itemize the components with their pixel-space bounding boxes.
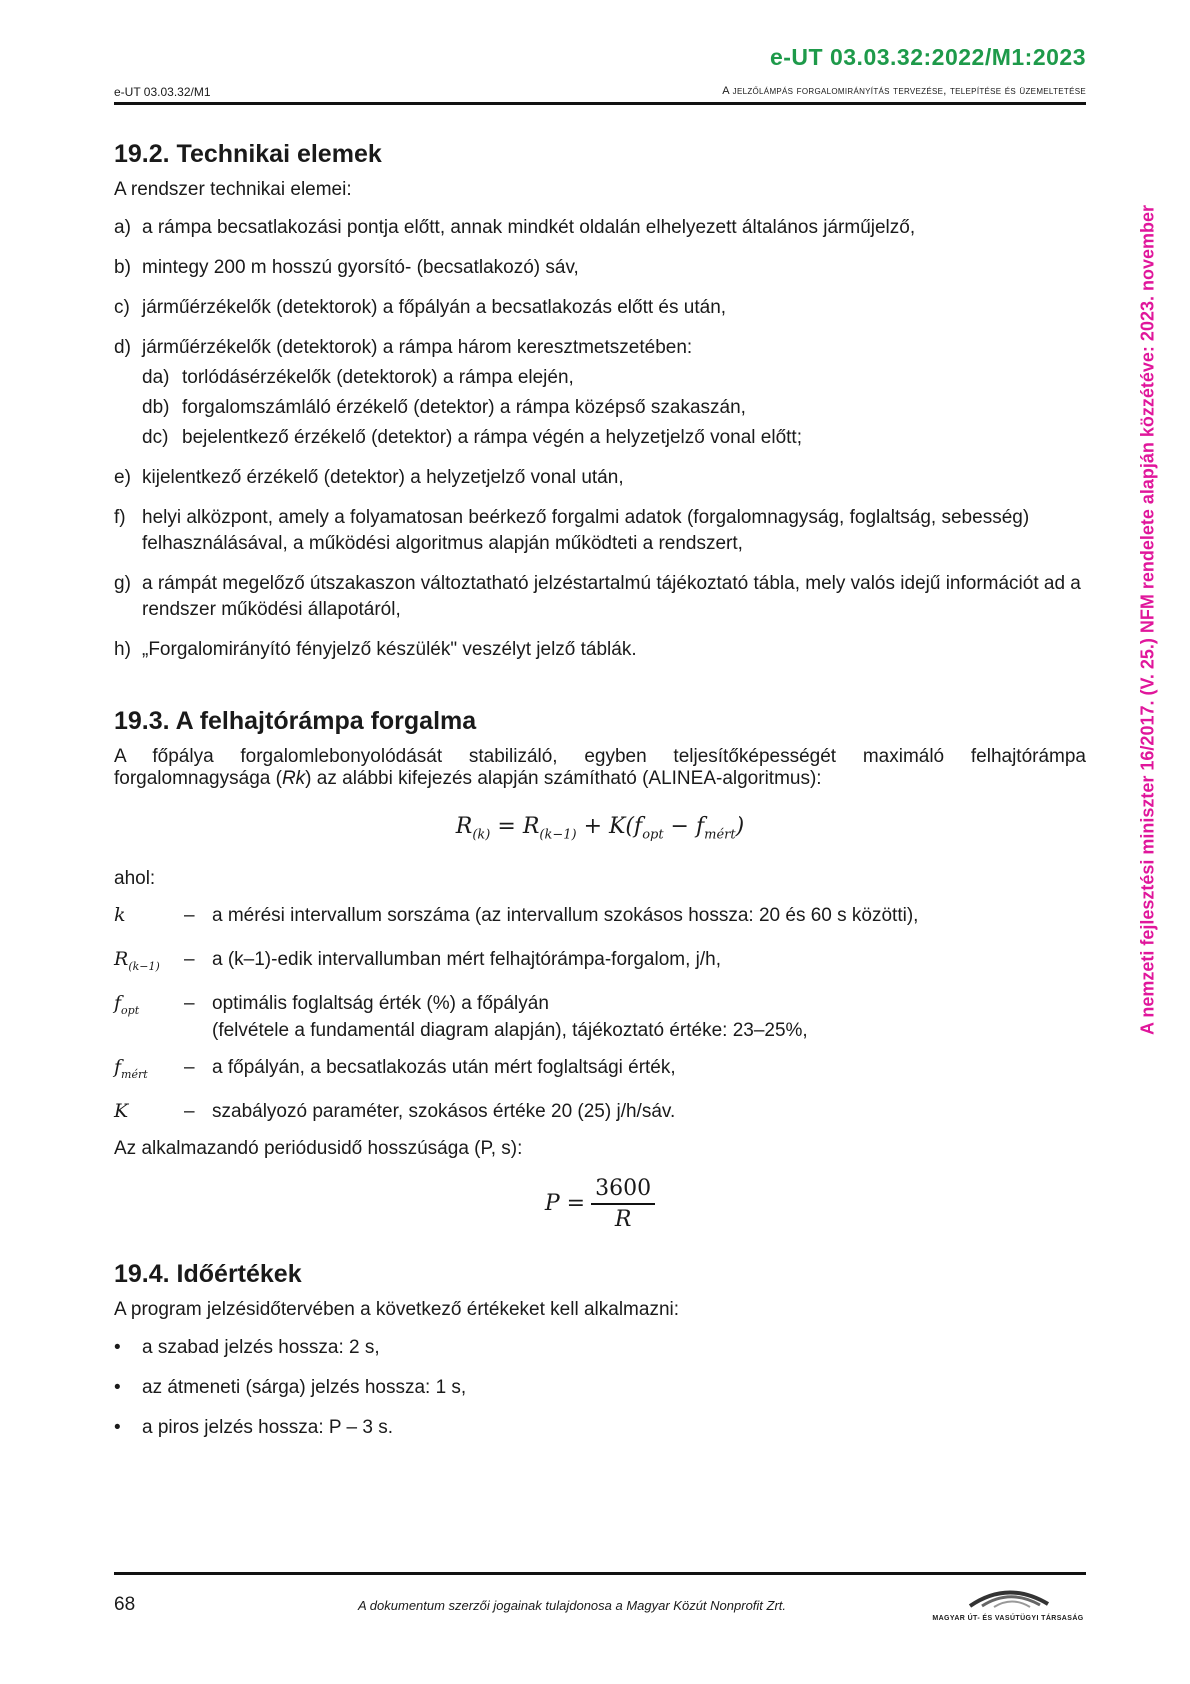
publication-note: A nemzeti fejlesztési miniszter 16/2017. (V. 25.) NFM rendelete alapján közzétéve: 2023. november — [1137, 204, 1158, 1036]
section-title: 19.4. Időértékek — [114, 1259, 302, 1288]
formula-sub: (k) — [472, 827, 491, 843]
formula-part: f — [695, 814, 705, 839]
bullet-text: a piros jelzés hossza: P – 3 s. — [142, 1416, 393, 1438]
intro-text: ) az alábbi kifejezés alapján számítható (ALINEA-algoritmus): — [305, 768, 822, 789]
bullet-icon: • — [114, 1336, 121, 1358]
bullet-icon: • — [114, 1416, 121, 1438]
definition-row — [114, 1054, 1086, 1088]
sub-list-item — [142, 365, 1086, 391]
def-dash: – — [184, 1100, 195, 1122]
def-symbol — [114, 902, 184, 936]
list-text: kijelentkező érzékelő (detektor) a helyzetjelző vonal után, — [142, 467, 624, 488]
logo-text: MAGYAR ÚT- ÉS VASÚTÜGYI TÁRSASÁG — [932, 1615, 1084, 1622]
section-intro: A rendszer technikai elemei: — [114, 179, 352, 200]
symbol-sub: (k−1) — [128, 959, 160, 973]
def-dash: – — [184, 905, 195, 927]
def-symbol — [114, 990, 184, 1044]
def-line: a mérési intervallum sorszáma (az intervallum szokásos hossza: 20 és 60 s közötti), — [212, 905, 919, 927]
definition-row — [114, 990, 1086, 1044]
logo-arc-icon — [930, 1578, 1086, 1610]
formula-part: − — [663, 814, 696, 839]
period-text: Az alkalmazandó periódusidő hosszúsága (P, s): — [114, 1137, 523, 1159]
page-number: 68 — [114, 1594, 136, 1615]
header-right-text: A jelzőlámpás forgalomirányítás tervezése, telepítése és üzemeltetése — [722, 85, 1086, 97]
list-label: da) — [142, 367, 170, 388]
symbol-sub: mért — [121, 1067, 148, 1081]
formula-part: + K( — [576, 814, 635, 839]
bullet-item — [114, 1415, 1086, 1441]
sub-list-item — [142, 395, 1086, 421]
technical-elements-list — [114, 215, 1086, 663]
sub-list — [142, 365, 1086, 451]
symbol-text: f — [114, 991, 122, 1014]
formula-part: ) — [735, 814, 745, 839]
fraction-numerator: 3600 — [591, 1176, 655, 1205]
def-text — [212, 902, 918, 936]
list-text: bejelentkező érzékelő (detektor) a rámpa végén a helyzetjelző vonal előtt; — [182, 427, 802, 448]
list-item — [114, 505, 1086, 557]
sub-list-item — [142, 425, 1086, 451]
list-item — [114, 215, 1086, 241]
formula-part: R — [522, 814, 540, 839]
list-item — [114, 335, 1086, 361]
list-text: a rámpát megelőző útszakaszon változtatható jelzéstartalmú tájékoztató tábla, mely valós idejű információt ad a rendszer működési állapotáról, — [142, 573, 1081, 620]
list-item — [114, 637, 1086, 663]
section-19-2 — [114, 140, 1086, 663]
list-text: járműérzékelők (detektorok) a főpályán a becsatlakozás előtt és után, — [142, 297, 727, 318]
list-label: db) — [142, 397, 170, 418]
list-item — [114, 465, 1086, 491]
list-text: torlódásérzékelők (detektorok) a rámpa elején, — [182, 367, 574, 388]
list-text: mintegy 200 m hosszú gyorsító- (becsatlakozó) sáv, — [142, 257, 579, 278]
time-values-list — [114, 1335, 1086, 1441]
definition-list — [114, 902, 1086, 1131]
formula-sub: (k−1) — [539, 827, 577, 843]
list-item — [114, 571, 1086, 623]
symbol-text: R — [114, 948, 129, 971]
def-line: (felvétele a fundamentál diagram alapján), tájékoztató értéke: 23–25%, — [212, 1019, 808, 1041]
def-line: a főpályán, a becsatlakozás után mért foglaltsági érték, — [212, 1056, 676, 1078]
list-label: d) — [114, 337, 131, 358]
def-line: szabályozó paraméter, szokásos értéke 20 (25) j/h/sáv. — [212, 1100, 676, 1122]
fraction-denominator: R — [614, 1206, 632, 1232]
list-text: forgalomszámláló érzékelő (detektor) a rámpa középső szakaszán, — [182, 397, 746, 418]
fraction — [591, 1176, 655, 1232]
header-left-text: e-UT 03.03.32/M1 — [114, 85, 211, 99]
section-19-3 — [114, 707, 1086, 1232]
symbol-text: k — [114, 904, 126, 927]
def-dash: – — [184, 949, 195, 971]
list-label: c) — [114, 297, 130, 318]
def-symbol — [114, 1098, 184, 1132]
def-dash: – — [184, 1056, 195, 1078]
list-label: h) — [114, 639, 131, 660]
bullet-item — [114, 1375, 1086, 1401]
fraction-lhs: P = — [544, 1191, 586, 1217]
bullet-item — [114, 1335, 1086, 1361]
list-label: b) — [114, 257, 131, 278]
bullet-text: az átmeneti (sárga) jelzés hossza: 1 s, — [142, 1376, 467, 1398]
formula-part: R — [455, 814, 473, 839]
def-symbol — [114, 1054, 184, 1088]
formula-sub: mért — [704, 827, 736, 843]
page-content — [114, 140, 1086, 1441]
intro-text: A főpálya forgalomlebonyolódását stabilizáló, egyben teljesítőképességét maximáló felhajtórámpa forgalomnagysága ( — [114, 746, 1086, 789]
list-label: dc) — [142, 427, 169, 448]
alinea-formula — [114, 814, 1086, 842]
intro-symbol: Rk — [281, 768, 306, 789]
formula-sub: opt — [642, 827, 664, 843]
company-logo — [930, 1578, 1086, 1624]
definition-row — [114, 902, 1086, 936]
list-text: járműérzékelők (detektorok) a rámpa három keresztmetszetében: — [142, 337, 693, 358]
def-symbol — [114, 946, 184, 980]
running-header — [114, 85, 1086, 103]
formula-part: f — [634, 814, 643, 839]
def-line: optimális foglaltság érték (%) a főpályán — [212, 992, 549, 1014]
list-item — [114, 295, 1086, 321]
definition-row — [114, 1098, 1086, 1132]
list-label: a) — [114, 217, 131, 238]
list-text: „Forgalomirányító fényjelző készülék" veszélyt jelző táblák. — [142, 639, 637, 660]
list-label: e) — [114, 467, 131, 488]
list-text: a rámpa becsatlakozási pontja előtt, annak mindkét oldalán elhelyezett általános járműjelző, — [142, 217, 916, 238]
list-label: g) — [114, 573, 131, 594]
definition-row — [114, 946, 1086, 980]
period-formula — [114, 1176, 1086, 1232]
list-text: helyi alközpont, amely a folyamatosan beérkező forgalmi adatok (forgalomnagyság, foglaltság, sebesség) felhasználásával, a működési algoritmus alapján működteti a rendszert, — [142, 507, 1030, 554]
document-id: e-UT 03.03.32:2022/M1:2023 — [769, 44, 1086, 70]
symbol-text: f — [114, 1055, 122, 1078]
def-line: a (k–1)-edik intervallumban mért felhajtórámpa-forgalom, j/h, — [212, 949, 721, 971]
symbol-sub: opt — [121, 1003, 140, 1017]
def-text — [212, 1054, 676, 1088]
where-label: ahol: — [114, 868, 156, 890]
def-dash: – — [184, 992, 195, 1014]
def-text — [212, 990, 808, 1044]
def-text — [212, 946, 721, 980]
section-19-4 — [114, 1260, 1086, 1441]
bullet-text: a szabad jelzés hossza: 2 s, — [142, 1336, 380, 1358]
section-intro: A program jelzésidőtervében a következő értékeket kell alkalmazni: — [114, 1298, 680, 1320]
list-item — [114, 255, 1086, 281]
copyright-notice: A dokumentum szerzői jogainak tulajdonosa a Magyar Közút Nonprofit Zrt. — [358, 1598, 787, 1613]
header-rule — [114, 102, 1086, 105]
formula-part: = — [490, 814, 523, 839]
footer-rule — [114, 1572, 1086, 1575]
section-title: 19.3. A felhajtórámpa forgalma — [114, 707, 477, 735]
section-intro — [114, 746, 1086, 790]
list-label: f) — [114, 507, 126, 528]
def-text — [212, 1098, 675, 1132]
section-title: 19.2. Technikai elemek — [114, 140, 382, 168]
bullet-icon: • — [114, 1376, 121, 1398]
symbol-text: K — [114, 1099, 129, 1122]
